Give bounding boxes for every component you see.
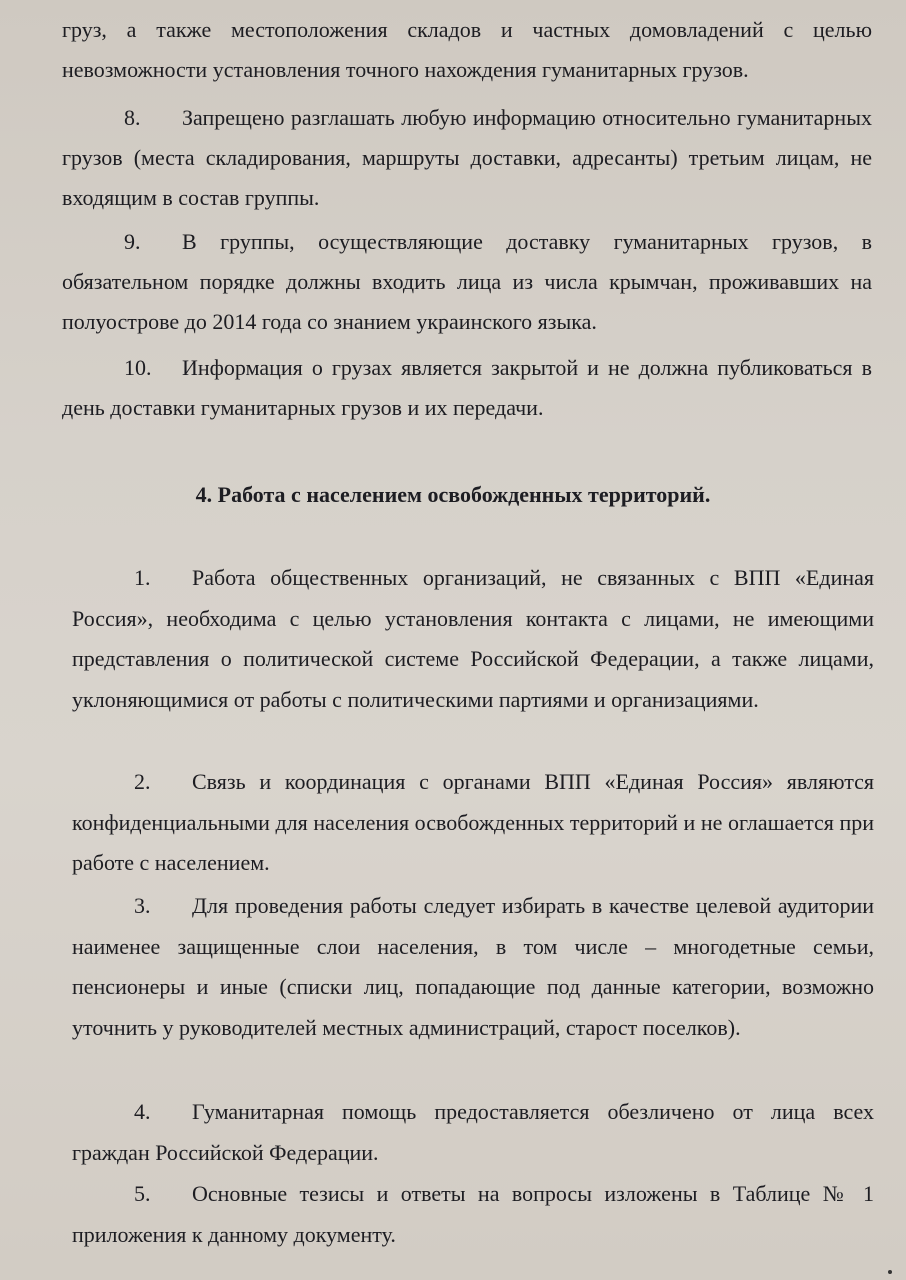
section4-item-3 [72, 886, 874, 1048]
item-text: Основные тезисы и ответы на вопросы изложены в Таблице № 1 приложения к данному документу. [72, 1181, 874, 1247]
page-corner-mark [888, 1270, 892, 1274]
section4-item-2 [72, 762, 874, 884]
item-number: 2. [134, 769, 151, 794]
item-text: Гуманитарная помощь предоставляется обезличено от лица всех граждан Российской Федерации. [72, 1099, 874, 1165]
section4-item-4 [72, 1092, 874, 1173]
item-number: 3. [134, 893, 151, 918]
item-number: 9. [124, 229, 141, 254]
item-text: В группы, осуществляющие доставку гуманитарных грузов, в обязательном порядке должны входить лица из числа крымчан, проживавших на полуострове до 2014 года со знанием украинского языка. [62, 229, 872, 334]
item-number: 1. [134, 565, 151, 590]
list-item-8 [62, 98, 872, 218]
section4-item-1 [72, 558, 874, 720]
item-text: Работа общественных организаций, не связанных с ВПП «Единая Россия», необходима с целью установления контакта с лицами, не имеющими представления о политической системе Российской Федерации, а также лицами, уклоняющимися от работы с политическими партиями и организациями. [72, 565, 874, 712]
paragraph-text: груз, а также местоположения складов и частных домовладений с целью невозможности установления точного нахождения гуманитарных грузов. [62, 17, 872, 82]
item-text: Для проведения работы следует избирать в качестве целевой аудитории наименее защищенные слои населения, в том числе – многодетные семьи, пенсионеры и иные (списки лиц, попадающие под данные категории, возможно уточнить у руководителей местных администраций, старост поселков). [72, 893, 874, 1040]
item-text: Запрещено разглашать любую информацию относительно гуманитарных грузов (места складирования, маршруты доставки, адресанты) третьим лицам, не входящим в состав группы. [62, 105, 872, 210]
item-number: 4. [134, 1099, 151, 1124]
list-item-10 [62, 348, 872, 428]
list-item-9 [62, 222, 872, 342]
item-text: Связь и координация с органами ВПП «Единая Россия» являются конфиденциальными для населения освобожденных территорий и не оглашается при работе с населением. [72, 769, 874, 875]
item-text: Информация о грузах является закрытой и не должна публиковаться в день доставки гуманитарных грузов и их передачи. [62, 355, 872, 420]
item-number: 5. [134, 1181, 151, 1206]
intro-continuation-paragraph [62, 10, 872, 90]
item-number: 8. [124, 105, 141, 130]
item-number: 10. [124, 355, 152, 380]
section-heading: 4. Работа с населением освобожденных территорий. [195, 482, 711, 507]
section4-item-5 [72, 1174, 874, 1255]
